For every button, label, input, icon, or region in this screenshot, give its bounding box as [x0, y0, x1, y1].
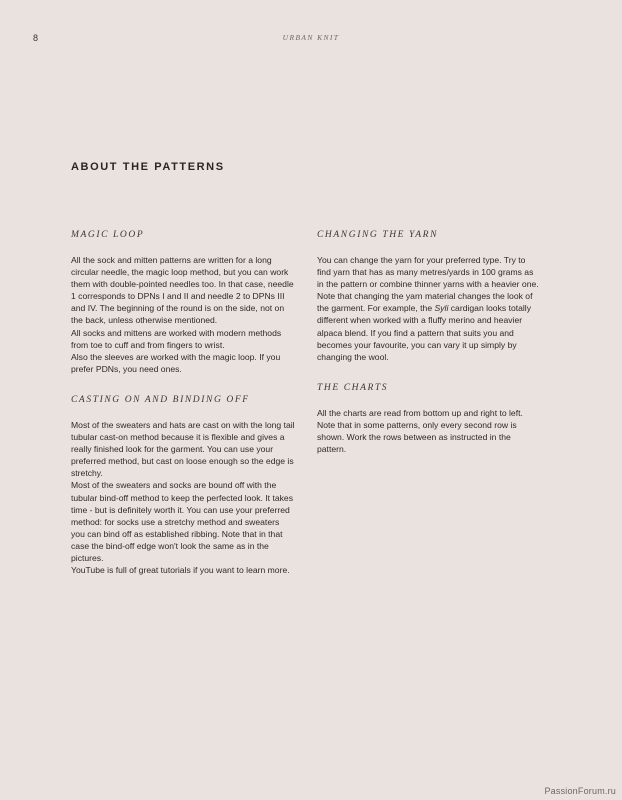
paragraph: Most of the sweaters and hats are cast on with the long tail tubular cast-on method because it is flexible and gives a really finished look for the garment. You can use your preferred method, but cast on loose enough so the edge is stretchy.	[71, 419, 295, 479]
paragraph: YouTube is full of great tutorials if you want to learn more.	[71, 565, 290, 576]
running-head: URBAN KNIT	[282, 33, 340, 42]
page-title: ABOUT THE PATTERNS	[71, 161, 225, 173]
page-number: 8	[33, 33, 39, 43]
paragraph: All socks and mittens are worked with modern methods from toe to cuff and from fingers to wrist.	[71, 327, 282, 350]
section-charts	[317, 383, 541, 455]
left-column	[71, 230, 295, 596]
paragraph: Most of the sweaters and socks are bound off with the tubular bind-off method to keep the perfected look. It takes time - but is definitely worth it. You can use your preferred method: for socks use a stretchy method and sweaters you can bind off as established ribbing. Note that in that case the bind-off edge won't look the same as in the pictures.	[71, 480, 293, 563]
section-heading: CASTING ON AND BINDING OFF	[71, 394, 250, 405]
text-run: You can change the yarn for your preferred type. Try to find yarn that has as many metres/yards in 100 grams as in the pattern or combine thinner yarns with a heavier one. Note that changing the yarn material changes the look of the garment. For example, the	[317, 255, 539, 314]
text-run: cardigan looks totally different when worked with a fluffy merino and heavier alpaca blend. If you find a pattern that suits you and becomes your favourite, you can vary it up simply by changing the wool.	[317, 303, 532, 362]
paragraph: Also the sleeves are worked with the magic loop. If you prefer PDNs, you need ones.	[71, 351, 281, 374]
section-casting-on	[71, 395, 295, 576]
paragraph	[317, 254, 541, 363]
section-magic-loop	[71, 230, 295, 375]
section-heading: THE CHARTS	[317, 382, 389, 393]
emphasis-cardigan-name: Syli	[434, 303, 449, 314]
watermark: PassionForum.ru	[544, 786, 616, 796]
paragraph: All the charts are read from bottom up and right to left. Note that in some patterns, only every second row is shown. Work the rows between as instructed in the pattern.	[317, 407, 523, 455]
section-heading: CHANGING THE YARN	[317, 230, 439, 240]
section-changing-yarn	[317, 230, 541, 363]
right-column	[317, 230, 541, 475]
paragraph: All the sock and mitten patterns are written for a long circular needle, the magic loop method, but you can work them with double-pointed needles too. In that case, needle 1 corresponds to DPNs I and II and needle 2 to DPNs III and IV. The beginning of the round is on the side, not on the back, unless otherwise mentioned.	[71, 255, 294, 326]
section-heading: MAGIC LOOP	[71, 230, 145, 240]
